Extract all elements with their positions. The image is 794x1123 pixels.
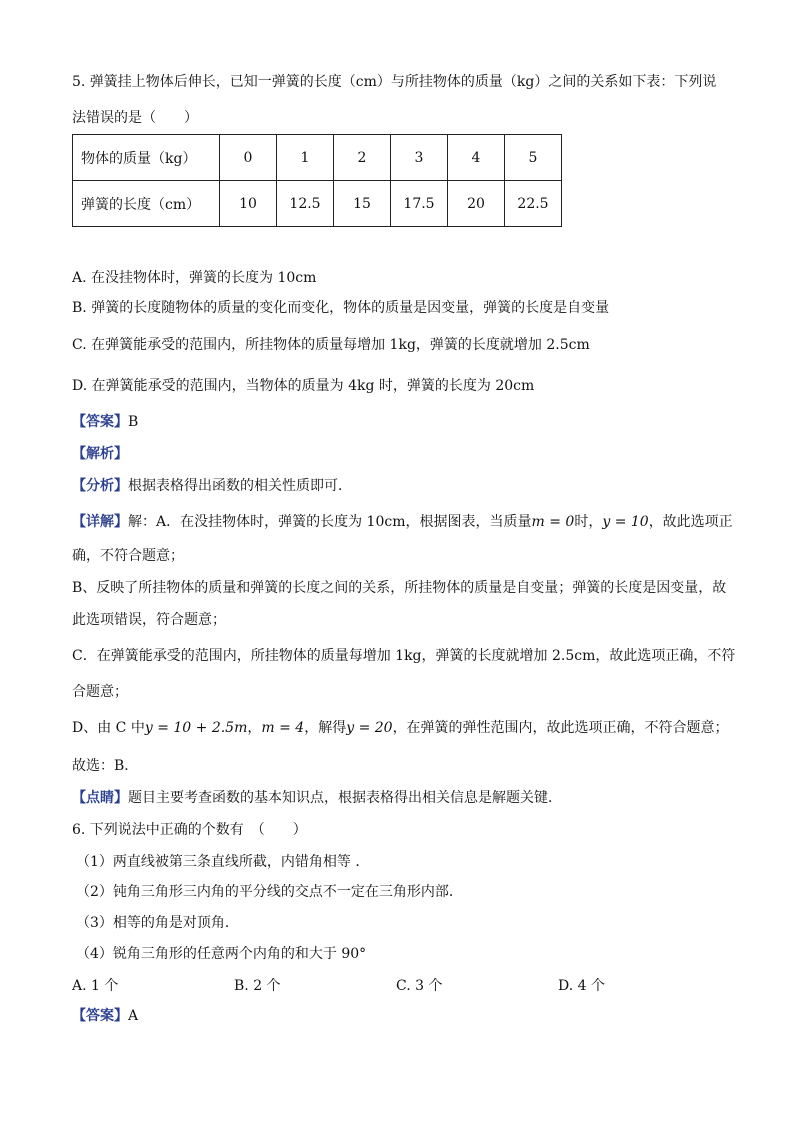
math-expression: y = 20 bbox=[346, 720, 393, 736]
q5-xiangjie-line1 bbox=[72, 512, 733, 532]
analysis-tag: 【解析】 bbox=[72, 446, 128, 462]
q6-stem: 6. 下列说法中正确的个数有 （ ） bbox=[72, 822, 307, 838]
q5-option-d: D. 在弹簧能承受的范围内，当物体的质量为 4kg 时，弹簧的长度为 20cm bbox=[72, 378, 535, 394]
fenxi-text: 根据表格得出函数的相关性质即可． bbox=[128, 478, 352, 494]
dianjing-tag: 【点睛】 bbox=[72, 790, 128, 806]
math-expression: m = 4 bbox=[261, 720, 305, 736]
q5-fenxi bbox=[72, 476, 352, 496]
d-text: ， bbox=[247, 720, 262, 736]
q5-option-b: B. 弹簧的长度随物体的质量的变化而变化，物体的质量是因变量，弹簧的长度是自变量 bbox=[72, 300, 610, 316]
q5-answer bbox=[72, 412, 138, 432]
dianjing-text: 题目主要考查函数的基本知识点，根据表格得出相关信息是解题关键． bbox=[128, 790, 562, 806]
answer-value: B bbox=[128, 414, 139, 430]
math-expression: y = 10 + 2.5m bbox=[144, 720, 248, 736]
q5-b-line1: B、反映了所挂物体的质量和弹簧的长度之间的关系，所挂物体的质量是自变量；弹簧的长度是因变量，故 bbox=[72, 580, 727, 596]
q5-conclusion: 故选：B． bbox=[72, 758, 139, 774]
q5-b-line2: 此选项错误，符合题意； bbox=[72, 612, 226, 628]
table-row-label: 弹簧的长度（cm） bbox=[73, 181, 220, 227]
table-cell: 22.5 bbox=[505, 181, 562, 227]
table-cell: 0 bbox=[220, 135, 277, 181]
xiangjie-tag: 【详解】 bbox=[72, 514, 128, 530]
math-expression: y = 10 bbox=[602, 514, 649, 530]
q6-option-b: B. 2 个 bbox=[234, 978, 281, 994]
table-row-mass bbox=[73, 135, 562, 181]
q5-table bbox=[72, 134, 562, 227]
math-expression: m = 0 bbox=[531, 514, 575, 530]
answer-value: A bbox=[128, 1008, 139, 1024]
q6-option-a: A. 1 个 bbox=[72, 978, 119, 994]
answer-tag: 【答案】 bbox=[72, 1008, 128, 1024]
q6-item-1: （1）两直线被第三条直线所截，内错角相等 ． bbox=[76, 854, 370, 870]
d-text: ，解得 bbox=[304, 720, 347, 736]
q5-stem-line1: 5. 弹簧挂上物体后伸长，已知一弹簧的长度（cm）与所挂物体的质量（kg）之间的关系如下表：下列说 bbox=[72, 74, 717, 90]
table-cell: 1 bbox=[277, 135, 334, 181]
q5-c-line2: 合题意； bbox=[72, 684, 128, 700]
q5-option-a: A. 在没挂物体时，弹簧的长度为 10cm bbox=[72, 270, 317, 286]
xiangjie-text: 时， bbox=[574, 514, 603, 530]
table-cell: 20 bbox=[448, 181, 505, 227]
q6-option-d: D. 4 个 bbox=[558, 978, 605, 994]
answer-tag: 【答案】 bbox=[72, 414, 128, 430]
table-cell: 12.5 bbox=[277, 181, 334, 227]
q5-dianjing bbox=[72, 788, 562, 808]
d-text: D、由 C 中 bbox=[72, 720, 145, 736]
q5-xiangjie-line2: 确，不符合题意； bbox=[72, 548, 184, 564]
table-row-label: 物体的质量（kg） bbox=[73, 135, 220, 181]
q5-option-c: C. 在弹簧能承受的范围内，所挂物体的质量每增加 1kg，弹簧的长度就增加 2.5cm bbox=[72, 337, 590, 353]
table-cell: 5 bbox=[505, 135, 562, 181]
table-row-length bbox=[73, 181, 562, 227]
table-cell: 2 bbox=[334, 135, 391, 181]
table-cell: 4 bbox=[448, 135, 505, 181]
table-cell: 15 bbox=[334, 181, 391, 227]
q5-stem-line2: 法错误的是（ ） bbox=[72, 110, 198, 126]
q5-d-line bbox=[72, 718, 729, 738]
q5-c-line1: C．在弹簧能承受的范围内，所挂物体的质量每增加 1kg，弹簧的长度就增加 2.5cm，故此选项正确，不符 bbox=[72, 648, 736, 664]
q6-answer bbox=[72, 1006, 138, 1026]
xiangjie-text: ，故此选项正 bbox=[648, 514, 733, 530]
table-cell: 3 bbox=[391, 135, 448, 181]
q6-item-3: （3）相等的角是对顶角． bbox=[76, 915, 239, 931]
q6-item-4: （4）锐角三角形的任意两个内角的和大于 90° bbox=[76, 946, 367, 962]
table-cell: 17.5 bbox=[391, 181, 448, 227]
fenxi-tag: 【分析】 bbox=[72, 478, 128, 494]
q6-item-2: （2）钝角三角形三内角的平分线的交点不一定在三角形内部． bbox=[76, 884, 463, 900]
table-cell: 10 bbox=[220, 181, 277, 227]
q6-option-c: C. 3 个 bbox=[396, 978, 443, 994]
d-text: ，在弹簧的弹性范围内，故此选项正确，不符合题意； bbox=[392, 720, 729, 736]
q5-analysis-heading bbox=[72, 444, 128, 464]
xiangjie-text: 解：A．在没挂物体时，弹簧的长度为 10cm，根据图表，当质量 bbox=[128, 514, 532, 530]
